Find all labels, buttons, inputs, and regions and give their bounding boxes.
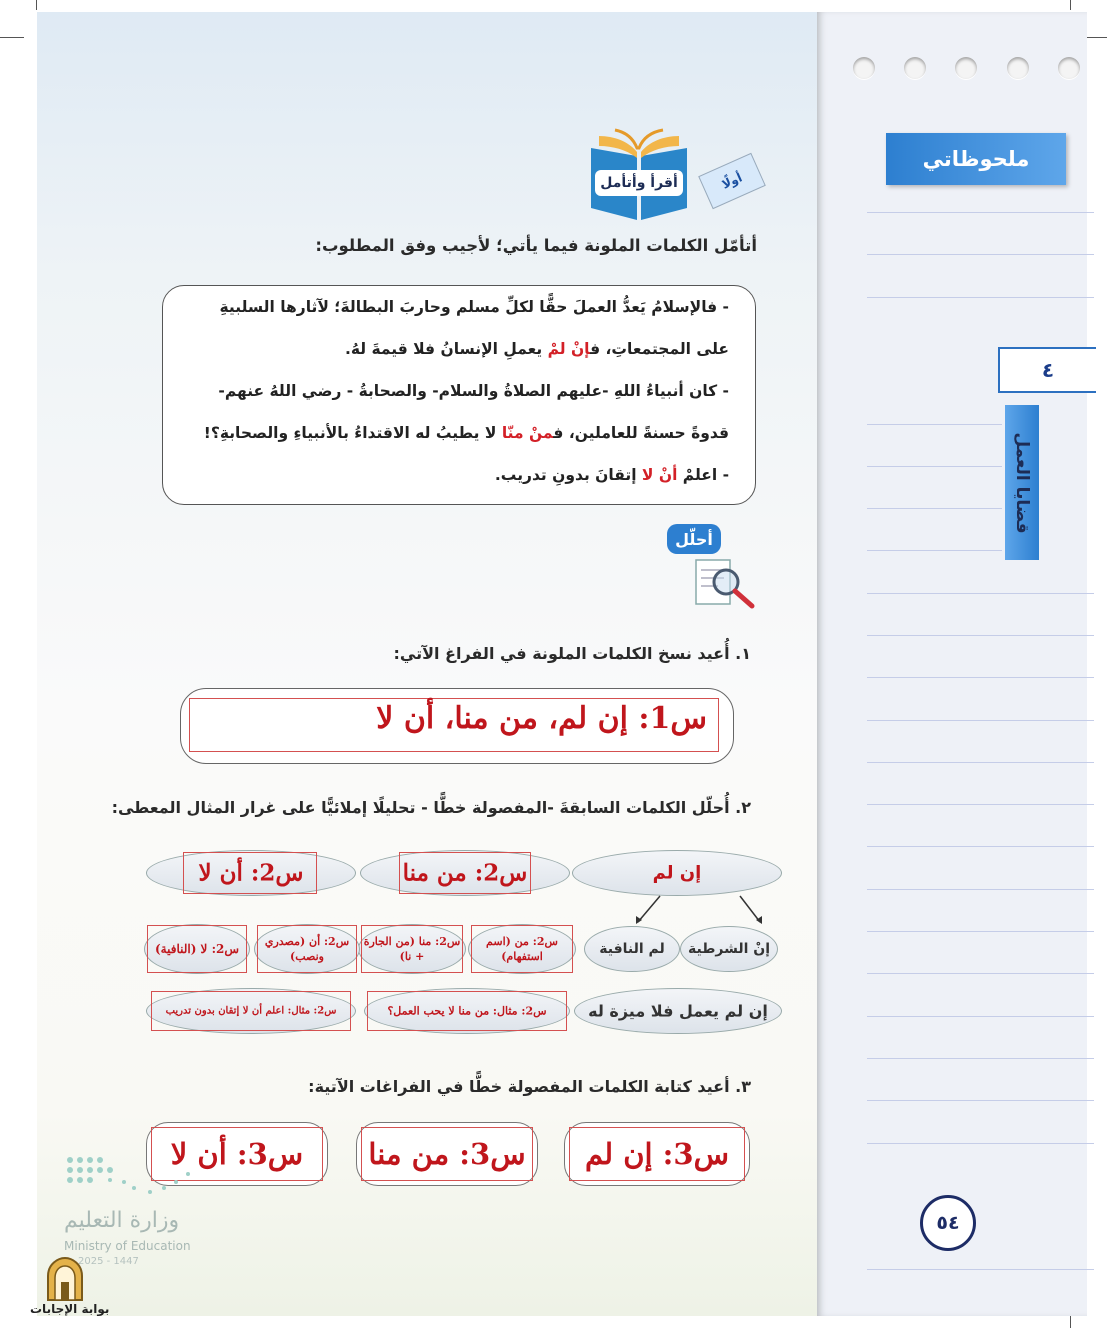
ruled-line [867, 593, 1094, 594]
ruled-line [867, 889, 1094, 890]
ruled-line [867, 720, 1094, 721]
ruled-line [867, 297, 1094, 298]
example-oval-sentence: إن لم يعمل فلا ميزة له [574, 988, 782, 1034]
ministry-name-ar: وزارة التعليم [64, 1208, 180, 1233]
passage-line: - فالإسلامُ يَعدُّ العملَ حقًّا لكلِّ مسلم وحاربَ البطالةَ؛ لآثارها السلبيةِ [219, 298, 729, 316]
textbook-page [37, 12, 817, 1316]
answer-oval-example-an-la[interactable]: س2: مثال: اعلم أن لا إتقان بدون تدريب [146, 988, 356, 1034]
reading-passage [162, 285, 756, 505]
answer-box-3-min-minna[interactable]: س3: من منا [356, 1122, 538, 1186]
unit-title: قضايا العمل [1012, 431, 1032, 534]
answer-1-text: س1: إن لم، من منا، أن لا [376, 701, 707, 736]
example-oval-in-shart: إنْ الشرطية [680, 926, 778, 972]
ministry-name-en: Ministry of Education [64, 1239, 191, 1253]
ruled-line [867, 1269, 1094, 1270]
ruled-line [867, 762, 1094, 763]
ruled-line [867, 635, 1094, 636]
ruled-line [867, 254, 1094, 255]
question-2: ٢. أُحلّل الكلمات السابقةَ -المفصولة خطًّا - تحليلًا إملائيًّا على غرار المثال المعطى: [111, 798, 751, 817]
ruled-line [867, 973, 1094, 974]
crop-mark [1070, 0, 1071, 10]
crop-mark [36, 0, 37, 10]
example-oval-in-lam: إن لم [572, 850, 782, 896]
ruled-line [867, 508, 1002, 509]
answer-box-1[interactable] [180, 688, 734, 764]
unit-vertical-tab [1005, 405, 1039, 560]
ruled-line [867, 1058, 1094, 1059]
question-1: ١. أُعيد نسخ الكلمات الملونة في الفراغ الآتي: [393, 644, 751, 663]
book-icon [585, 128, 693, 226]
first-tag: أولًا [698, 153, 766, 209]
ruled-line [867, 931, 1094, 932]
analyze-badge: أحلّل [667, 524, 721, 554]
question-3: ٣. أعيد كتابة الكلمات المفصولة خطًّا في الفراغات الآتية: [308, 1077, 751, 1096]
answer-box-3-an-la[interactable]: س3: أن لا [146, 1122, 328, 1186]
answer-oval-minna-jarra[interactable]: س2: منا (من الجارة + نا) [358, 924, 466, 974]
ruled-line [867, 1143, 1094, 1144]
passage-line: - كان أنبياءُ اللهِ -عليهم الصلاةُ والسلام- والصحابةُ - رضي اللهُ عنهم- [218, 382, 729, 400]
answer-oval-an-la[interactable]: س2: أن لا [146, 850, 356, 896]
ministry-dots-logo [64, 1152, 204, 1202]
ruled-line [867, 550, 1002, 551]
binder-ring [904, 57, 926, 79]
ministry-years: 2025 - 1447 [78, 1256, 139, 1267]
notes-title-tab [886, 133, 1066, 185]
answer-oval-example-minna[interactable]: س2: مثال: من منا لا يحب العمل؟ [364, 988, 570, 1034]
answer-oval-la-nafia[interactable]: س2: لا (النافية) [144, 924, 250, 974]
crop-mark [0, 37, 24, 38]
ruled-line [867, 1100, 1094, 1101]
ruled-line [867, 424, 1002, 425]
portal-logo-icon [44, 1256, 86, 1302]
answer-box-3-in-lam[interactable]: س3: إن لم [564, 1122, 750, 1186]
passage-line: - اعلمْ أنْ لا إتقانَ بدونِ تدريب. [494, 466, 729, 484]
chapter-number: ٤ [998, 347, 1096, 393]
read-reflect-label: أقرأ وأتأمل [600, 175, 678, 191]
binder-ring [955, 57, 977, 79]
notes-title: ملحوظاتي [922, 147, 1030, 171]
binder-ring [1007, 57, 1029, 79]
ruled-line [867, 466, 1002, 467]
example-oval-lam-nafia: لم النافية [584, 926, 680, 972]
passage-line: قدوةً حسنةً للعاملين، فمنْ منّا لا يطيبُ له الاقتداءُ بالأنبياءِ والصحابةِ؟! [203, 424, 729, 442]
answer-oval-man-istifham[interactable]: س2: من (اسم استفهام) [468, 924, 576, 974]
portal-name: بوابة الإجابات [30, 1302, 110, 1316]
ruled-line [867, 846, 1094, 847]
binder-ring [1058, 57, 1080, 79]
magnifier-icon [692, 556, 758, 612]
branch-arrows [630, 892, 770, 928]
answer-oval-an-masdar[interactable]: س2: أن (مصدري ونصب) [254, 924, 360, 974]
ruled-line [867, 804, 1094, 805]
ruled-line [867, 1016, 1094, 1017]
binder-ring [853, 57, 875, 79]
notes-panel [817, 12, 1087, 1316]
ruled-line [867, 212, 1094, 213]
passage-line: على المجتمعاتِ، فإنْ لمْ يعملِ الإنسانُ فلا قيمةَ لهُ. [345, 340, 729, 358]
answer-oval-min-minna[interactable]: س2: من منا [360, 850, 570, 896]
page-number: ٥٤ [920, 1195, 976, 1251]
instruction-heading: أتأمّل الكلمات الملونة فيما يأتي؛ لأجيب وفق المطلوب: [315, 236, 757, 255]
ruled-line [867, 677, 1094, 678]
